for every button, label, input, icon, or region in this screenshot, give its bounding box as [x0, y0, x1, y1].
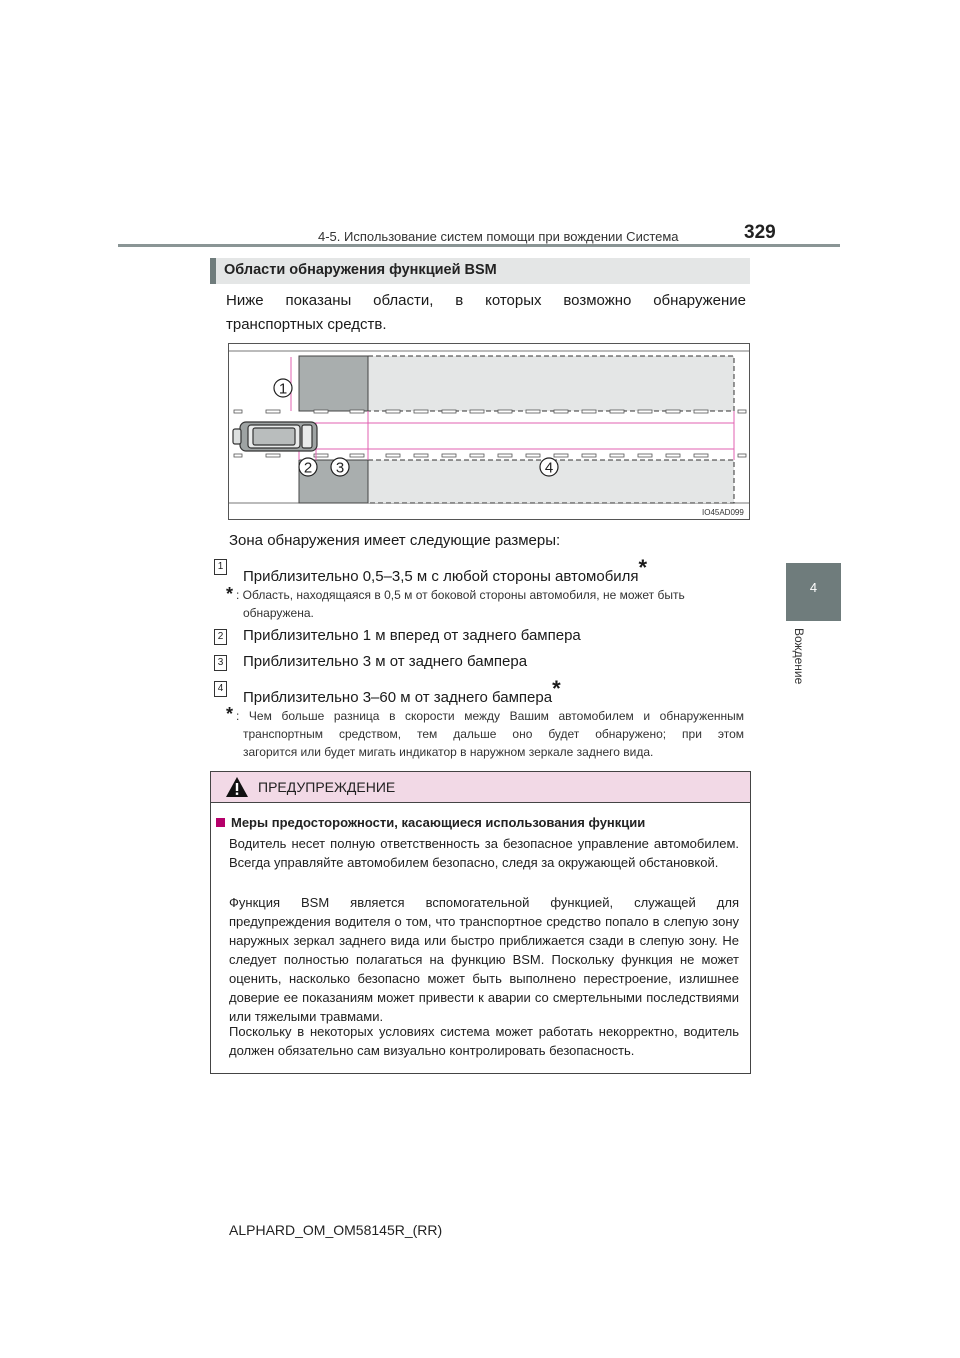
warning-paragraph-3: Поскольку в некоторых условиях система может работать некорректно, водитель должен обязательно сам визуально контролировать безопасность.: [229, 1024, 739, 1058]
asterisk-mark: *: [638, 555, 648, 580]
warning-title: ПРЕДУПРЕЖДЕНИЕ: [258, 779, 396, 795]
header-divider: [118, 244, 840, 247]
dimension-item-1: Приблизительно 0,5–3,5 м с любой стороны автомобиля*: [243, 555, 648, 585]
diagram-code: IO45AD099: [702, 508, 744, 517]
callout-4: 4: [544, 459, 554, 477]
item-number-1: 1: [214, 559, 227, 575]
intro-text-line1: Ниже показаны области, в которых возможно обнаружение: [226, 292, 746, 309]
chapter-label: Вождение: [792, 628, 806, 685]
item-number-4: 4: [214, 681, 227, 697]
footnote-1-line1: : Область, находящаяся в 0,5 м от боковой стороны автомобиля, не может быть: [236, 588, 685, 602]
callout-1: 1: [278, 380, 288, 398]
warning-paragraph-1: Водитель несет полную ответственность за безопасное управление автомобилем. Всегда управляйте автомобилем безопасно, следя за окружающей обстановкой.: [229, 836, 739, 870]
footnote-2-line2: транспортным средством, тем дальше оно будет обнаружено; при этом: [243, 727, 744, 741]
dimension-item-2: Приблизительно 1 м вперед от заднего бампера: [243, 627, 581, 644]
warning-paragraph-2: Функция BSM является вспомогательной функцией, служащей для предупреждения водителя о том, что транспортное средство попало в слепую зону наружных зеркал заднего вида или быстро приближается сзади в слепую зону. Не следует полностью полагаться на функцию BSM. Поскольку функция не может оценить, насколько безопасно может быть выполнено перестроение, излишнее доверие ее показаниям может привести к аварии со смертельными последствиями или тяжелыми травмами.: [229, 895, 739, 1024]
bullet-square-icon: [216, 818, 225, 827]
warning-triangle-icon: [225, 776, 249, 798]
footnote-2-line1: : Чем больше разница в скорости между Вашим автомобилем и обнаруженным: [236, 709, 744, 723]
page-number: 329: [744, 222, 776, 243]
warning-header: [211, 772, 750, 803]
warning-subtitle: Меры предосторожности, касающиеся использования функции: [216, 815, 645, 830]
section-heading-marker: [210, 258, 216, 284]
item-number-3: 3: [214, 655, 227, 671]
callout-3: 3: [335, 459, 345, 477]
footnote-mark-1: *: [226, 584, 234, 604]
item-number-2: 2: [214, 629, 227, 645]
intro-text-line2: транспортных средств.: [226, 316, 387, 333]
dimensions-heading: Зона обнаружения имеет следующие размеры:: [229, 532, 561, 549]
dimension-item-3: Приблизительно 3 м от заднего бампера: [243, 653, 528, 670]
section-heading-bar: [210, 258, 750, 284]
footnote-2-line3: загорится или будет мигать индикатор в наружном зеркале заднего вида.: [243, 745, 654, 759]
chapter-tab: 4: [786, 563, 841, 621]
footnote-mark-2: *: [226, 704, 234, 724]
section-title: Области обнаружения функцией BSM: [224, 262, 497, 278]
dimension-item-4: Приблизительно 3–60 м от заднего бампера*: [243, 676, 561, 706]
vehicle-top-view: [233, 422, 317, 451]
document-id: ALPHARD_OM_OM58145R_(RR): [229, 1222, 443, 1238]
footnote-1-line2: обнаружена.: [243, 606, 314, 620]
header-section-title: 4-5. Использование систем помощи при вождении Система: [318, 229, 679, 244]
asterisk-mark: *: [552, 676, 561, 701]
callout-2: 2: [303, 459, 313, 477]
bsm-detection-area-diagram: [228, 343, 750, 520]
